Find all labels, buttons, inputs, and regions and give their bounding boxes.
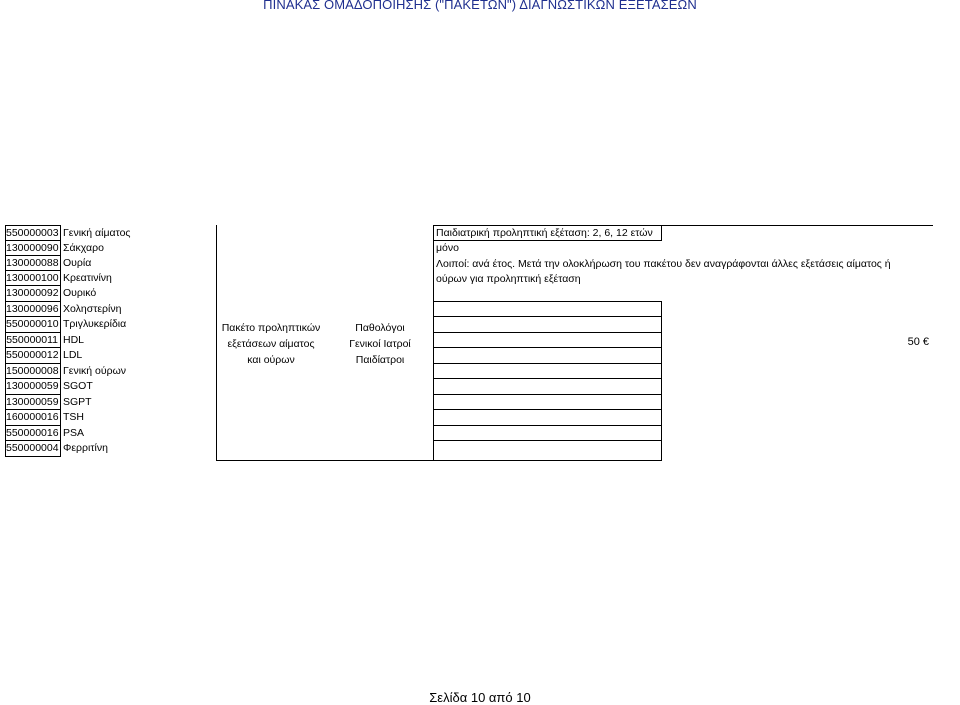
test-code: 130000092	[5, 285, 61, 302]
test-code: 550000012	[5, 347, 61, 364]
test-code: 550000016	[5, 425, 61, 441]
test-code: 130000059	[5, 378, 61, 395]
test-name: Τριγλυκερίδια	[63, 318, 127, 330]
test-code: 550000010	[5, 316, 61, 333]
row-divider	[433, 394, 662, 395]
test-code: 130000096	[5, 301, 61, 317]
test-name: Κρεατινίνη	[63, 272, 112, 284]
row-divider	[433, 363, 662, 364]
row-divider	[433, 347, 662, 348]
column-divider	[661, 301, 662, 461]
row-divider	[433, 378, 662, 379]
package-note: Λοιποί: ανά έτος. Μετά την ολοκλήρωση του πακέτου δεν αναγράφονται άλλες εξετάσεις αίματος ή	[436, 258, 891, 270]
test-name: Σάκχαρο	[63, 242, 104, 254]
column-divider	[661, 225, 662, 241]
row-divider	[216, 460, 662, 461]
test-code: 130000059	[5, 394, 61, 410]
test-code: 550000003	[5, 225, 61, 241]
package-name-line: εξετάσεων αίματος	[227, 338, 315, 350]
doctor-specialty: Γενικοί Ιατροί	[349, 338, 411, 350]
row-divider	[433, 301, 662, 302]
test-name: Γενική ούρων	[63, 365, 127, 377]
test-name: Ουρικό	[63, 287, 97, 299]
package-name-line: και ούρων	[247, 354, 295, 366]
package-price: 50 €	[907, 336, 929, 348]
test-name: SGOT	[63, 380, 93, 392]
test-name: LDL	[63, 349, 83, 361]
page-title: ΠΙΝΑΚΑΣ ΟΜΑΔΟΠΟΙΗΣΗΣ ("ΠΑΚΕΤΩΝ") ΔΙΑΓΝΩΣΤΙΚΩΝ ΕΞΕΤΑΣΕΩΝ	[263, 0, 697, 12]
package-note: ούρων για προληπτική εξέταση	[436, 273, 581, 285]
test-name: SGPT	[63, 396, 92, 408]
test-name: Ουρία	[63, 257, 92, 269]
test-code: 130000100	[5, 270, 61, 286]
package-note: μόνο	[436, 242, 459, 254]
row-divider	[433, 409, 662, 410]
test-name: TSH	[63, 411, 84, 423]
test-name: Χοληστερίνη	[63, 303, 122, 315]
row-divider	[433, 332, 662, 333]
page-number: Σελίδα 10 από 10	[429, 690, 531, 705]
test-name: Γενική αίματος	[63, 227, 131, 239]
row-divider	[433, 440, 662, 441]
test-name: PSA	[63, 427, 85, 439]
test-code: 550000011	[5, 332, 61, 348]
test-name: Φερριτίνη	[63, 442, 108, 454]
test-code: 130000088	[5, 255, 61, 271]
test-code: 550000004	[5, 440, 61, 457]
test-code: 160000016	[5, 409, 61, 426]
test-name: HDL	[63, 334, 85, 346]
test-code: 150000008	[5, 363, 61, 379]
test-code: 130000090	[5, 240, 61, 256]
package-name-line: Πακέτο προληπτικών	[221, 322, 321, 334]
packages-table	[5, 225, 933, 461]
doctor-specialty: Παιδίατροι	[355, 354, 405, 366]
package-note: Παιδιατρική προληπτική εξέταση: 2, 6, 12 ετών	[436, 227, 653, 239]
row-divider	[433, 316, 662, 317]
row-divider	[433, 425, 662, 426]
doctor-specialty: Παθολόγοι	[355, 322, 405, 334]
